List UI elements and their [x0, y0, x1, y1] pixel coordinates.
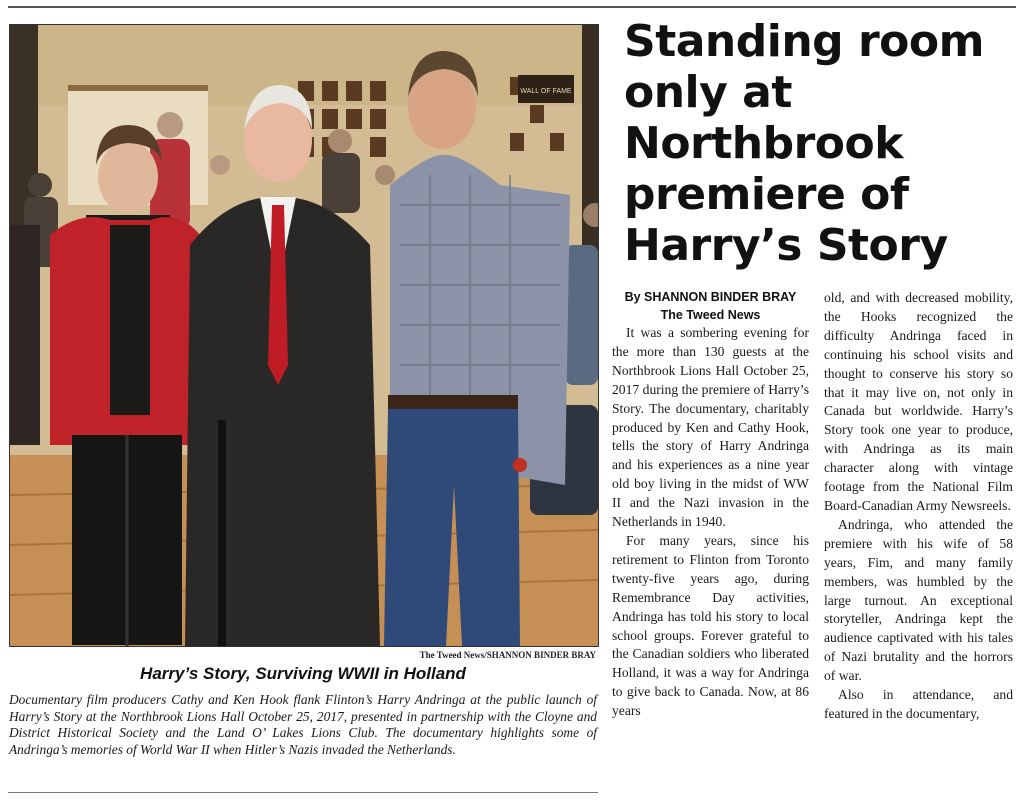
article-paragraph: old, and with decreased mobility, the Hooks recognized the difficulty Andringa faced in continuing his school visits and thought to conserve his story so that it may live on, not only in Canada but worldwide. Harry’s Story took one year to produce, with Andringa as its main character along with vintage footage from the National Film Board-Canadian Army Newsreels.: [824, 290, 1013, 513]
caption-title: Harry’s Story, Surviving WWII in Holland: [140, 664, 466, 683]
bottom-rule: [8, 792, 598, 793]
top-rule: [8, 6, 1016, 8]
headline: Standing room only at Northbrook premiere of Harry’s Story: [624, 16, 984, 271]
byline-outlet: The Tweed News: [660, 308, 761, 322]
article-column-2: [824, 289, 1013, 724]
photo-sign-text: WALL OF FAME: [520, 88, 572, 95]
article-column-1: [612, 288, 809, 721]
photo-credit: The Tweed News/SHANNON BINDER BRAY: [419, 650, 596, 660]
news-photo: [9, 24, 599, 647]
caption-body: Documentary film producers Cathy and Ken Hook flank Flinton’s Harry Andringa at the public launch of Harry’s Story at the Northbrook Lions Hall October 25, 2017, presented in partnership with the Cloyne and District Historical Society and the Land O’ Lakes Lions Club. The documentary highlights some of Andringa’s memories of World War II when Hitler’s Nazis invaded the Netherlands.: [9, 692, 597, 757]
article-paragraph: Also in attendance, and featured in the documentary,: [824, 687, 1013, 721]
photo-illustration: [10, 25, 598, 646]
byline: By SHANNON BINDER BRAY: [624, 290, 797, 304]
article-paragraph: Andringa, who attended the premiere with his wife of 58 years, Fim, and many family members, was humbled by the large turnout. An exceptional storyteller, Andringa kept the audience captivated with his tales of Nazi brutality and the horrors of war.: [824, 516, 1013, 684]
article-paragraph: It was a sombering evening for the more than 130 guests at the Northbrook Lions Hall October 25, 2017 during the premiere of Harry’s Story. The documentary, charitably produced by Ken and Cathy Hook, tells the story of Harry Andringa and his experiences as a nine year old boy living in the midst of WW II and the Nazi invasion in the Netherlands in 1940.: [612, 325, 809, 530]
article-paragraph: For many years, since his retirement to Flinton from Toronto twenty-five years ago, during Remembrance Day activities, Andringa has told his story to local school groups. Forever grateful to the Canadian soldiers who liberated Holland, it was a way for Andringa to give back to Canada. Now, at 86 years: [612, 532, 809, 719]
